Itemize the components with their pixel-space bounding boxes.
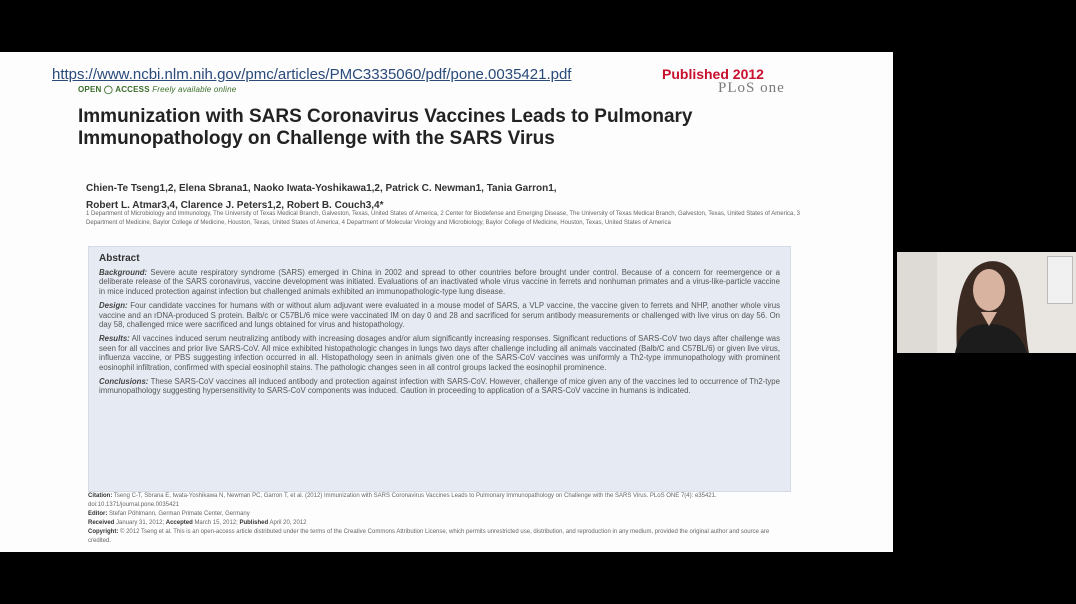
citation-label: Citation: [88,493,113,499]
authors-line-1: Chien-Te Tseng1,2, Elena Sbrana1, Naoko Iwata-Yoshikawa1,2, Patrick C. Newman1, Tania Garron1, [86,183,557,194]
published-date: April 20, 2012 [269,520,307,526]
received-date: January 31, 2012; [116,520,165,526]
received-label: Received [88,520,115,526]
results-label: Results: [99,334,130,344]
affiliations: 1 Department of Microbiology and Immunology, The University of Texas Medical Branch, Galveston, Texas, United States of America, 2 Center for Biodefense and Emerging Disease, The University of Texas Medical Branch, Galveston, Texas, United States of America, 3 Department of Medicine, Baylor College of Medicine, Houston, Texas, United States of America, 4 Department of Molecular Virology and Microbiology, Baylor College of Medicine, Houston, Texas, United States of America [86,211,800,226]
background-text: Severe acute respiratory syndrome (SARS) emerged in China in 2002 and spread to other countries before brought under control. Because of a concern for reemergence or a deliberate release of the SARS coronavirus, vaccine development was initiated. Evaluations of an inactivated whole virus vaccine in ferrets and nonhuman primates and a virus-like-particle vaccine in mice induced protection against infection but challenged animals exhibited an immunopathologic-type lung disease. [99,268,780,296]
results-text: All vaccines induced serum neutralizing antibody with increasing dosages and/or alum significantly increasing responses. Significant reductions of SARS-CoV two days after challenge was seen for all vaccines and prior live SARS-CoV. All mice exhibited histopathologic changes in lungs two days after challenge including all animals vaccinated (Balb/C and C57BL/6) or given live virus, influenza vaccine, or PBS suggesting infection occurred in all. Histopathology seen in animals given one of the SARS-CoV vaccines was uniformly a Th2-type immunopathology with prominent eosinophil infiltration, confirmed with special eosinophil stains. The pathologic changes seen in all control groups lacked the eosinophil prominence. [99,334,780,372]
abstract-conclusions [99,377,780,396]
editor [88,510,791,519]
accepted-date: March 15, 2012; [194,520,238,526]
citation [88,492,791,510]
design-label: Design: [99,301,128,311]
design-text: Four candidate vaccines for humans with or without alum adjuvant were evaluated in a mouse model of SARS, a VLP vaccine, the vaccine given to ferrets and NHP, another whole virus vaccine and an rDNA-produced S protein. Balb/c or C57BL/6 mice were vaccinated IM on day 0 and 28 and sacrificed for serum antibody measurements or challenged with live virus on day 56. On day 58, challenged mice were sacrificed and lungs obtained for virus and histopathology. [99,301,781,330]
authors-line-2: Robert L. Atmar3,4, Clarence J. Peters1,2, Robert B. Couch3,4* [86,200,384,211]
open-access-line [78,85,236,94]
editor-label: Editor: [88,511,108,517]
published-label: Published 2012 [662,66,764,82]
open-label: OPEN [78,85,102,94]
copyright [88,528,791,546]
published-date-label: Published [239,520,269,526]
accepted-label: Accepted [165,520,193,526]
paper-title: Immunization with SARS Coronavirus Vaccines Leads to Pulmonary Immunopathology on Challenge with the SARS Virus [78,106,693,149]
plos-one-logo: PLoS one [718,80,785,96]
freely-available-label: Freely available online [152,85,237,94]
webcam-person-icon [897,252,1076,353]
dates [88,519,791,528]
author-list [86,180,806,214]
citation-text: Tseng C-T, Sbrana E, Iwata-Yoshikawa N, Newman PC, Garron T, et al. (2012) Immunization with SARS Coronavirus Vaccines Leads to Pulmonary Immunopathology on Challenge with the SARS Virus. PLoS ONE 7(4): e35421. doi:10.1371/journal.pone.0035421 [88,493,717,508]
webcam-feed [897,252,1076,353]
open-access-icon: ◯ [103,85,114,94]
editor-text: Stefan Pöhlmann, German Primate Center, Germany [109,511,250,517]
abstract-results [99,334,780,372]
pdf-url-link[interactable]: https://www.ncbi.nlm.nih.gov/pmc/articles/PMC3335060/pdf/pone.0035421.pdf [52,66,572,83]
conclusions-label: Conclusions: [99,377,149,387]
abstract-box [88,246,791,492]
abstract-design [99,301,780,329]
background-label: Background: [99,268,148,277]
copyright-label: Copyright: [88,529,119,535]
slide-panel [0,52,893,552]
article-metadata [88,492,791,546]
copyright-text: © 2012 Tseng et al. This is an open-access article distributed under the terms of the Creative Commons Attribution License, which permits unrestricted use, distribution, and reproduction in any medium, provided the original author and source are credited. [88,529,770,544]
access-label: ACCESS [115,85,150,94]
abstract-heading: Abstract [99,253,140,264]
conclusions-text: These SARS-CoV vaccines all induced antibody and protection against infection with SARS-CoV. However, challenge of mice given any of the vaccines led to occurrence of Th2-type immunopathology suggesting hypersensitivity to SARS-CoV components was induced. Caution in proceeding to application of a SARS-CoV vaccine in humans is indicated. [99,377,780,396]
abstract-background [99,268,780,296]
